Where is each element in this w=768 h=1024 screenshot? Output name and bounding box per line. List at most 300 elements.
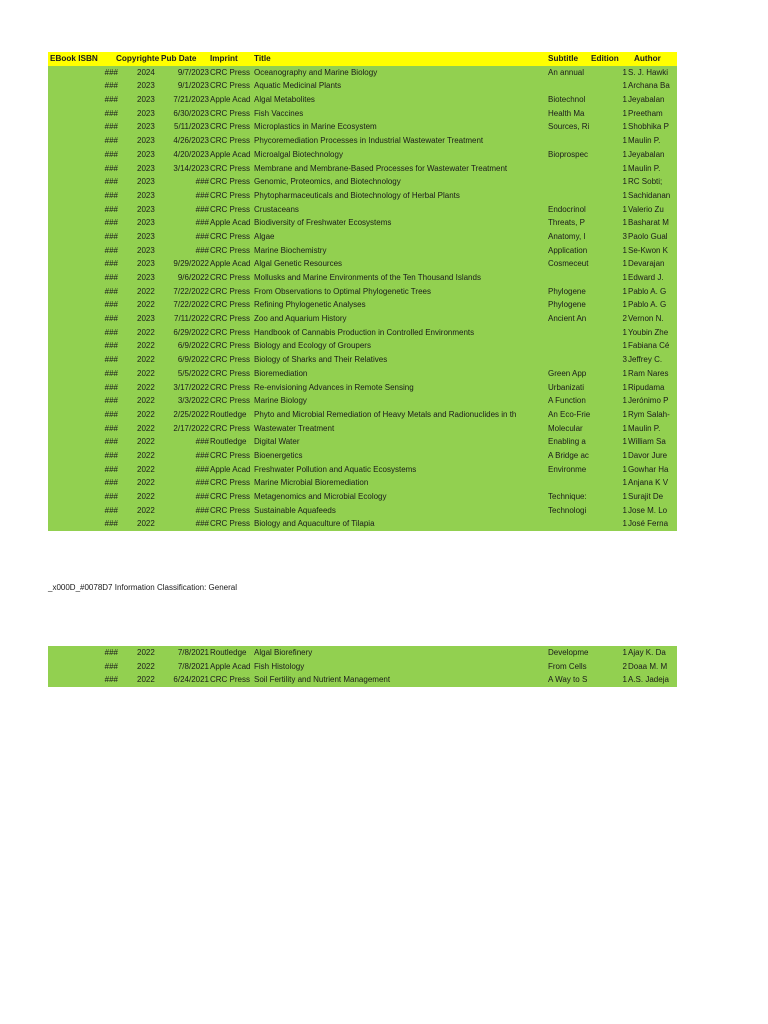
cell-subtitle[interactable] [548,175,590,189]
cell-author[interactable]: Shobhika P [628,122,669,132]
header-pub-date[interactable]: Pub Date [161,54,197,63]
cell-isbn[interactable]: ### [104,675,118,685]
cell-subtitle[interactable]: Cosmeceut [548,259,589,269]
cell-copyright[interactable]: 2022 [137,396,155,406]
cell-edition[interactable]: 1 [622,382,627,392]
cell-edition[interactable]: 1 [622,519,627,529]
cell-title[interactable]: Algal Genetic Resources [254,259,343,269]
cell-subtitle[interactable] [548,162,590,176]
cell-author[interactable]: Jose M. Lo [628,505,668,515]
cell-subtitle[interactable] [548,271,590,285]
cell-author[interactable]: William Sa [628,437,666,447]
cell-edition[interactable]: 1 [622,341,627,351]
cell-isbn[interactable]: ### [104,409,118,419]
cell-copyright[interactable]: 2022 [137,464,155,474]
cell-copyright[interactable]: 2023 [137,190,155,200]
cell-isbn[interactable]: ### [104,231,118,241]
cell-subtitle[interactable]: From Cells [548,661,587,671]
cell-subtitle[interactable] [548,79,590,93]
cell-edition[interactable]: 1 [622,259,627,269]
cell-author[interactable]: Valerio Zu [628,204,664,214]
cell-edition[interactable]: 1 [622,218,627,228]
cell-edition[interactable]: 1 [622,190,627,200]
cell-subtitle[interactable]: A Way to S [548,675,588,685]
cell-pub-date[interactable]: 7/8/2021 [177,648,209,657]
cell-pub-date[interactable]: ### [195,478,209,488]
cell-imprint[interactable]: CRC Press [210,396,251,406]
cell-pub-date[interactable]: 3/14/2023 [173,163,209,173]
cell-title[interactable]: Bioenergetics [254,450,303,460]
cell-author[interactable]: José Ferna [628,519,669,529]
cell-isbn[interactable]: ### [104,149,118,159]
cell-edition[interactable]: 1 [622,478,627,488]
cell-title[interactable]: Marine Microbial Bioremediation [254,478,369,488]
cell-isbn[interactable]: ### [104,273,118,282]
cell-edition[interactable]: 1 [622,273,627,282]
cell-isbn[interactable]: ### [104,396,118,406]
cell-edition[interactable]: 2 [622,661,627,671]
cell-edition[interactable]: 1 [622,327,627,337]
cell-subtitle[interactable] [548,476,590,490]
cell-subtitle[interactable]: Phylogene [548,286,586,296]
cell-title[interactable]: Marine Biology [254,396,307,406]
cell-subtitle[interactable]: Ancient An [548,314,587,324]
cell-isbn[interactable]: ### [104,190,118,200]
cell-edition[interactable]: 1 [622,163,627,173]
cell-edition[interactable]: 1 [622,177,627,187]
cell-author[interactable]: Jeyabalan [628,149,665,159]
cell-isbn[interactable]: ### [104,314,118,324]
cell-edition[interactable]: 3 [622,231,627,241]
cell-author[interactable]: Ripudama [628,382,665,392]
cell-pub-date[interactable]: 7/22/2022 [173,300,209,310]
cell-imprint[interactable]: CRC Press [210,675,251,685]
cell-subtitle[interactable]: Anatomy, I [548,231,586,241]
cell-imprint[interactable]: CRC Press [210,231,251,241]
cell-imprint[interactable]: CRC Press [210,368,251,378]
cell-edition[interactable]: 1 [622,409,627,419]
cell-pub-date[interactable]: 7/22/2022 [173,286,209,296]
cell-copyright[interactable]: 2022 [137,675,155,685]
cell-edition[interactable]: 1 [622,245,627,255]
cell-copyright[interactable]: 2023 [137,108,155,118]
cell-edition[interactable]: 1 [622,648,627,657]
cell-copyright[interactable]: 2023 [137,136,155,146]
cell-subtitle[interactable]: A Function [548,396,586,406]
cell-subtitle[interactable]: Health Ma [548,108,585,118]
cell-imprint[interactable]: Routledge [210,648,247,657]
cell-edition[interactable]: 1 [622,396,627,406]
cell-imprint[interactable]: CRC Press [210,355,251,365]
cell-title[interactable]: Re-envisioning Advances in Remote Sensing [254,382,414,392]
cell-author[interactable]: Se-Kwon K [628,245,669,255]
cell-isbn[interactable]: ### [104,300,118,310]
cell-copyright[interactable]: 2023 [137,218,155,228]
cell-copyright[interactable]: 2022 [137,327,155,337]
cell-copyright[interactable]: 2022 [137,423,155,433]
cell-title[interactable]: From Observations to Optimal Phylogenetic Trees [254,286,431,296]
cell-title[interactable]: Algal Biorefinery [254,648,313,657]
cell-subtitle[interactable]: Threats, P [548,218,585,228]
cell-title[interactable]: Microplastics in Marine Ecosystem [254,122,377,132]
cell-copyright[interactable]: 2022 [137,368,155,378]
cell-pub-date[interactable]: 3/3/2022 [177,396,209,406]
cell-author[interactable]: Ajay K. Da [628,648,666,657]
cell-pub-date[interactable]: 9/1/2023 [177,81,209,91]
cell-isbn[interactable]: ### [104,108,118,118]
header-title[interactable]: Title [254,54,271,63]
cell-isbn[interactable]: ### [104,245,118,255]
cell-isbn[interactable]: ### [104,423,118,433]
header-subtitle[interactable]: Subtitle [548,54,579,63]
cell-edition[interactable]: 1 [622,204,627,214]
cell-pub-date[interactable]: ### [195,450,209,460]
cell-subtitle[interactable]: Green App [548,368,587,378]
cell-imprint[interactable]: Apple Acad [210,259,251,269]
cell-pub-date[interactable]: 2/25/2022 [173,409,209,419]
cell-isbn[interactable]: ### [104,368,118,378]
cell-title[interactable]: Crustaceans [254,204,299,214]
cell-edition[interactable]: 1 [622,675,627,685]
cell-copyright[interactable]: 2022 [137,437,155,447]
cell-copyright[interactable]: 2023 [137,149,155,159]
cell-isbn[interactable]: ### [104,95,118,105]
cell-author[interactable]: S. J. Hawki [628,67,669,77]
cell-author[interactable]: Maulin P. [628,423,661,433]
header-copyright[interactable]: Copyrighte [116,54,160,63]
cell-isbn[interactable]: ### [104,136,118,146]
cell-imprint[interactable]: CRC Press [210,478,251,488]
cell-title[interactable]: Soil Fertility and Nutrient Management [254,675,391,685]
cell-isbn[interactable]: ### [104,81,118,91]
cell-pub-date[interactable]: 2/17/2022 [173,423,209,433]
cell-imprint[interactable]: CRC Press [210,286,251,296]
cell-imprint[interactable]: CRC Press [210,505,251,515]
cell-author[interactable]: Basharat M [628,218,669,228]
cell-subtitle[interactable] [548,339,590,353]
cell-title[interactable]: Biology and Ecology of Groupers [254,341,371,351]
cell-copyright[interactable]: 2023 [137,259,155,269]
cell-pub-date[interactable]: ### [195,492,209,501]
cell-edition[interactable]: 1 [622,286,627,296]
cell-author[interactable]: Gowhar Ha [628,464,669,474]
cell-subtitle[interactable] [548,189,590,203]
cell-copyright[interactable]: 2022 [137,341,155,351]
cell-imprint[interactable]: CRC Press [210,67,251,77]
cell-author[interactable]: Pablo A. G [628,300,667,310]
cell-pub-date[interactable]: 6/9/2022 [177,341,209,351]
cell-pub-date[interactable]: 6/24/2021 [173,675,209,685]
cell-copyright[interactable]: 2022 [137,478,155,488]
cell-title[interactable]: Genomic, Proteomics, and Biotechnology [254,177,401,187]
cell-isbn[interactable]: ### [104,661,118,671]
cell-title[interactable]: Metagenomics and Microbial Ecology [254,492,387,501]
cell-subtitle[interactable] [548,326,590,340]
cell-author[interactable]: RC Sobti; [628,177,663,187]
cell-title[interactable]: Bioremediation [254,368,308,378]
cell-edition[interactable]: 1 [622,505,627,515]
cell-author[interactable]: Paolo Gual [628,231,668,241]
cell-author[interactable]: Anjana K V [628,478,669,488]
cell-subtitle[interactable]: Technologi [548,505,587,515]
cell-edition[interactable]: 1 [622,136,627,146]
cell-isbn[interactable]: ### [104,204,118,214]
cell-imprint[interactable]: CRC Press [210,190,251,200]
cell-title[interactable]: Digital Water [254,437,300,447]
cell-isbn[interactable]: ### [104,519,118,529]
cell-copyright[interactable]: 2022 [137,409,155,419]
cell-title[interactable]: Algal Metabolites [254,95,315,105]
cell-imprint[interactable]: CRC Press [210,122,251,132]
cell-pub-date[interactable]: 5/11/2023 [174,122,209,132]
cell-subtitle[interactable]: Technique: [548,492,587,501]
cell-pub-date[interactable]: ### [195,505,209,515]
cell-title[interactable]: Wastewater Treatment [254,423,335,433]
cell-imprint[interactable]: CRC Press [210,327,251,337]
cell-author[interactable]: Jerónimo P [628,396,669,406]
cell-pub-date[interactable]: 6/29/2022 [173,327,209,337]
cell-imprint[interactable]: Apple Acad [210,95,251,105]
cell-edition[interactable]: 2 [622,314,627,324]
cell-author[interactable]: Surajit De [628,492,664,501]
cell-author[interactable]: Maulin P. [628,163,661,173]
cell-title[interactable]: Phyto and Microbial Remediation of Heavy Metals and Radionuclides in th [254,409,517,419]
cell-subtitle[interactable] [548,353,590,367]
cell-isbn[interactable]: ### [104,163,118,173]
cell-isbn[interactable]: ### [104,355,118,365]
cell-imprint[interactable]: Routledge [210,409,247,419]
cell-author[interactable]: Sachidanan [628,190,671,200]
cell-imprint[interactable]: CRC Press [210,136,251,146]
cell-imprint[interactable]: CRC Press [210,81,251,91]
cell-author[interactable]: Edward J. [628,273,664,282]
cell-subtitle[interactable]: Phylogene [548,300,586,310]
cell-edition[interactable]: 1 [622,67,627,77]
cell-author[interactable]: Jeyabalan [628,95,665,105]
cell-title[interactable]: Phycoremediation Processes in Industrial Wastewater Treatment [254,136,484,146]
cell-imprint[interactable]: CRC Press [210,341,251,351]
cell-author[interactable]: Youbin Zhe [628,327,669,337]
cell-imprint[interactable]: CRC Press [210,382,251,392]
cell-copyright[interactable]: 2023 [137,231,155,241]
cell-subtitle[interactable]: Urbanizati [548,382,585,392]
cell-author[interactable]: Vernon N. [628,314,664,324]
cell-isbn[interactable]: ### [104,505,118,515]
cell-isbn[interactable]: ### [104,492,118,501]
cell-copyright[interactable]: 2023 [137,81,155,91]
cell-edition[interactable]: 1 [622,149,627,159]
cell-subtitle[interactable]: Sources, Ri [548,122,590,132]
cell-edition[interactable]: 1 [622,492,627,501]
cell-pub-date[interactable]: 7/8/2021 [177,661,209,671]
cell-pub-date[interactable]: 7/21/2023 [173,95,209,105]
cell-copyright[interactable]: 2023 [137,163,155,173]
cell-isbn[interactable]: ### [104,450,118,460]
cell-author[interactable]: Devarajan [628,259,665,269]
cell-subtitle[interactable]: Biotechnol [548,95,586,105]
cell-title[interactable]: Biology and Aquaculture of Tilapia [254,519,375,529]
header-author[interactable]: Author [634,54,661,63]
cell-edition[interactable]: 1 [622,95,627,105]
cell-copyright[interactable]: 2022 [137,450,155,460]
cell-title[interactable]: Marine Biochemistry [254,245,327,255]
cell-author[interactable]: Fabiana Cé [628,341,670,351]
cell-isbn[interactable]: ### [104,67,118,77]
cell-imprint[interactable]: CRC Press [210,519,251,529]
cell-copyright[interactable]: 2023 [137,95,155,105]
cell-title[interactable]: Handbook of Cannabis Production in Controlled Environments [254,327,475,337]
classification-note[interactable]: _x000D_#0078D7 Information Classification: General [48,583,237,592]
cell-copyright[interactable]: 2022 [137,300,155,310]
cell-title[interactable]: Sustainable Aquafeeds [254,505,336,515]
cell-author[interactable]: Doaa M. M [628,661,668,671]
cell-imprint[interactable]: Apple Acad [210,149,251,159]
cell-author[interactable]: Preetham [628,108,663,118]
cell-imprint[interactable]: CRC Press [210,163,251,173]
cell-subtitle[interactable] [548,517,590,531]
cell-isbn[interactable]: ### [104,286,118,296]
cell-copyright[interactable]: 2022 [137,661,155,671]
cell-title[interactable]: Oceanography and Marine Biology [254,67,378,77]
cell-author[interactable]: Maulin P. [628,136,661,146]
cell-copyright[interactable]: 2023 [137,122,155,132]
cell-copyright[interactable]: 2022 [137,505,155,515]
cell-pub-date[interactable]: ### [195,464,209,474]
cell-isbn[interactable]: ### [104,259,118,269]
cell-isbn[interactable]: ### [104,382,118,392]
cell-title[interactable]: Biology of Sharks and Their Relatives [254,355,388,365]
cell-edition[interactable]: 1 [622,368,627,378]
cell-edition[interactable]: 1 [622,464,627,474]
cell-isbn[interactable]: ### [104,464,118,474]
cell-imprint[interactable]: CRC Press [210,450,251,460]
cell-imprint[interactable]: CRC Press [210,273,251,282]
cell-author[interactable]: Rym Salah- [628,409,670,419]
cell-isbn[interactable]: ### [104,478,118,488]
cell-copyright[interactable]: 2022 [137,286,155,296]
cell-subtitle[interactable]: Enabling a [548,437,586,447]
cell-edition[interactable]: 1 [622,300,627,310]
cell-pub-date[interactable]: 9/6/2022 [177,273,209,282]
cell-imprint[interactable]: CRC Press [210,245,251,255]
cell-pub-date[interactable]: 7/11/2022 [174,314,209,324]
cell-edition[interactable]: 1 [622,81,627,91]
cell-copyright[interactable]: 2023 [137,177,155,187]
cell-title[interactable]: Refining Phylogenetic Analyses [254,300,366,310]
cell-imprint[interactable]: Apple Acad [210,464,251,474]
cell-imprint[interactable]: Routledge [210,437,247,447]
cell-subtitle[interactable]: Endocrinol [548,204,586,214]
cell-imprint[interactable]: CRC Press [210,423,251,433]
cell-author[interactable]: Archana Ba [628,81,670,91]
cell-edition[interactable]: 1 [622,122,627,132]
cell-subtitle[interactable]: Environme [548,464,587,474]
cell-title[interactable]: Aquatic Medicinal Plants [254,81,342,91]
cell-edition[interactable]: 1 [622,437,627,447]
cell-imprint[interactable]: CRC Press [210,300,251,310]
cell-pub-date[interactable]: 3/17/2022 [173,382,209,392]
cell-subtitle[interactable]: An Eco-Frie [548,409,590,419]
cell-title[interactable]: Phytopharmaceuticals and Biotechnology of Herbal Plants [254,190,460,200]
cell-imprint[interactable]: Apple Acad [210,661,251,671]
cell-copyright[interactable]: 2023 [137,245,155,255]
cell-author[interactable]: Pablo A. G [628,286,667,296]
cell-imprint[interactable]: CRC Press [210,204,251,214]
cell-title[interactable]: Freshwater Pollution and Aquatic Ecosystems [254,464,417,474]
cell-imprint[interactable]: Apple Acad [210,218,251,228]
cell-title[interactable]: Membrane and Membrane-Based Processes for Wastewater Treatment [254,163,508,173]
cell-pub-date[interactable]: 5/5/2022 [177,368,209,378]
cell-copyright[interactable]: 2023 [137,204,155,214]
header-isbn[interactable]: EBook ISBN [50,54,98,63]
cell-pub-date[interactable]: 4/26/2023 [173,136,209,146]
cell-author[interactable]: Ram Nares [628,368,669,378]
cell-pub-date[interactable]: ### [195,190,209,200]
cell-pub-date[interactable]: 6/9/2022 [177,355,209,365]
cell-edition[interactable]: 3 [622,355,627,365]
cell-title[interactable]: Algae [254,231,275,241]
cell-copyright[interactable]: 2022 [137,648,155,657]
cell-pub-date[interactable]: ### [195,437,209,447]
cell-copyright[interactable]: 2023 [137,314,155,324]
cell-pub-date[interactable]: ### [195,177,209,187]
cell-imprint[interactable]: CRC Press [210,108,251,118]
cell-title[interactable]: Zoo and Aquarium History [254,314,347,324]
cell-copyright[interactable]: 2022 [137,382,155,392]
cell-title[interactable]: Fish Vaccines [254,108,304,118]
cell-pub-date[interactable]: ### [195,519,209,529]
cell-imprint[interactable]: CRC Press [210,492,251,501]
cell-pub-date[interactable]: 4/20/2023 [173,149,209,159]
cell-isbn[interactable]: ### [104,177,118,187]
cell-edition[interactable]: 1 [622,450,627,460]
header-edition[interactable]: Edition [591,54,619,63]
cell-imprint[interactable]: CRC Press [210,314,251,324]
cell-title[interactable]: Biodiversity of Freshwater Ecosystems [254,218,392,228]
cell-edition[interactable]: 1 [622,108,627,118]
cell-isbn[interactable]: ### [104,648,118,657]
cell-pub-date[interactable]: ### [195,218,209,228]
cell-copyright[interactable]: 2022 [137,355,155,365]
cell-pub-date[interactable]: 9/7/2023 [177,67,209,77]
cell-subtitle[interactable]: An annual [548,67,585,77]
cell-edition[interactable]: 1 [622,423,627,433]
cell-subtitle[interactable] [548,134,590,148]
cell-title[interactable]: Mollusks and Marine Environments of the Ten Thousand Islands [254,273,481,282]
cell-subtitle[interactable]: A Bridge ac [548,450,589,460]
cell-author[interactable]: Davor Jure [628,450,668,460]
cell-isbn[interactable]: ### [104,437,118,447]
cell-author[interactable]: A.S. Jadeja [628,675,669,685]
cell-pub-date[interactable]: ### [195,231,209,241]
cell-subtitle[interactable]: Molecular [548,423,583,433]
cell-copyright[interactable]: 2024 [137,67,155,77]
cell-title[interactable]: Fish Histology [254,661,305,671]
cell-author[interactable]: Jeffrey C. [628,355,663,365]
cell-pub-date[interactable]: 6/30/2023 [173,108,209,118]
cell-copyright[interactable]: 2022 [137,492,155,501]
cell-pub-date[interactable]: 9/29/2022 [173,259,209,269]
cell-subtitle[interactable]: Bioprospec [548,149,589,159]
cell-title[interactable]: Microalgal Biotechnology [254,149,343,159]
cell-isbn[interactable]: ### [104,341,118,351]
cell-copyright[interactable]: 2022 [137,519,155,529]
cell-pub-date[interactable]: ### [195,245,209,255]
cell-imprint[interactable]: CRC Press [210,177,251,187]
cell-subtitle[interactable]: Application [548,245,588,255]
cell-isbn[interactable]: ### [104,122,118,132]
cell-pub-date[interactable]: ### [195,204,209,214]
